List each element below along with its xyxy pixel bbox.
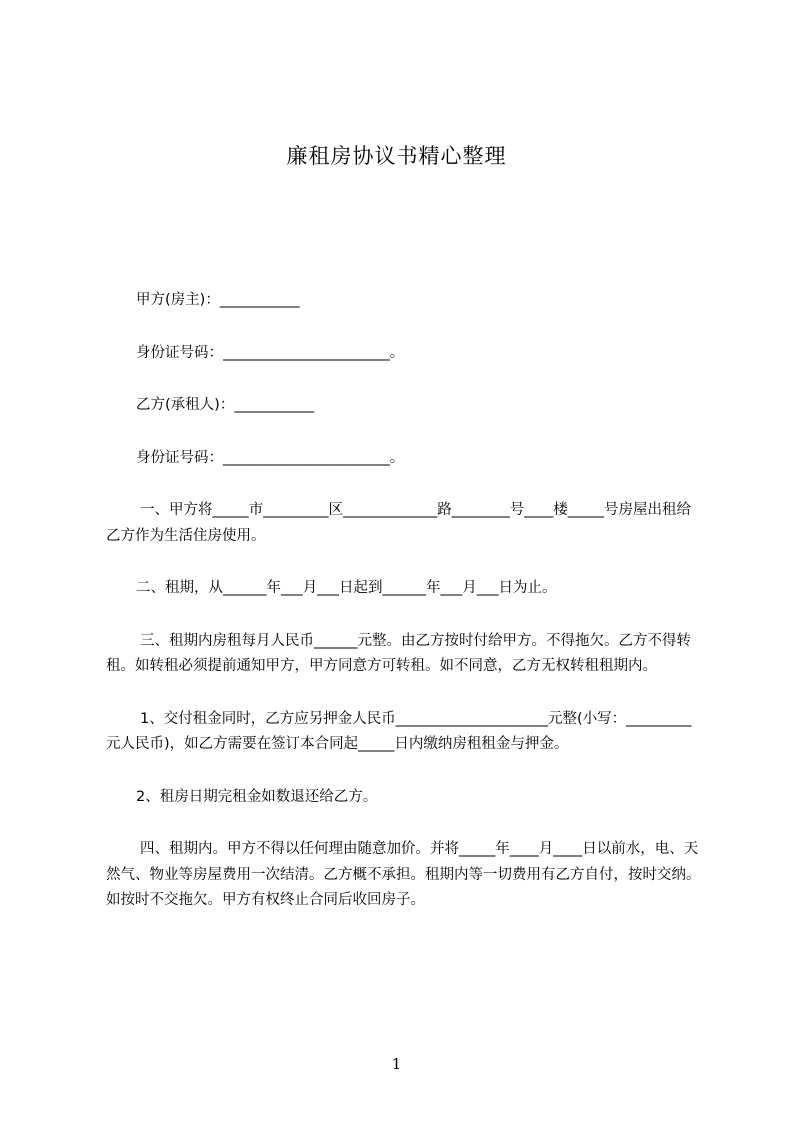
party-b-id-line: 身份证号码：_______________________。: [136, 449, 405, 466]
document-title: 廉租房协议书精心整理: [286, 144, 507, 168]
page-number: 1: [391, 1055, 402, 1073]
clause-3-1: 1、交付租金同时，乙方应另押金人民币_____________________元整(小写：_________元人民币)，如乙方需要在签订本合同起_____日内缴纳房租租金与押金。: [106, 710, 692, 752]
party-a-id-line: 身份证号码：_______________________。: [136, 344, 405, 361]
clause-1: 一、甲方将_____市_________区_____________路________号____楼_____号房屋出租给乙方作为生活住房使用。: [106, 502, 691, 544]
clause-2: 二、租期，从______年___月___日起到______年___月___日为止。: [136, 580, 557, 596]
clause-3-2: 2、租房日期完租金如数退还给乙方。: [136, 788, 378, 805]
party-a-line: 甲方(房主)：___________: [136, 292, 300, 308]
clause-3: 三、租期内房租每月人民币______元整。由乙方按时付给甲方。不得拖欠。乙方不得转租。如转租必须提前通知甲方，甲方同意方可转租。如不同意，乙方无权转租租期内。: [106, 632, 691, 674]
party-b-line: 乙方(承租人)：___________: [136, 397, 315, 413]
clause-4: 四、租期内。甲方不得以任何理由随意加价。并将_____年____月____日以前水，电、天然气、物业等房屋费用一次结清。乙方概不承担。租期内等一切费用有乙方自付，按时交纳。如按时不交拖欠。甲方有权终止合同后收回房子。: [106, 841, 701, 908]
document-body: [106, 288, 702, 914]
